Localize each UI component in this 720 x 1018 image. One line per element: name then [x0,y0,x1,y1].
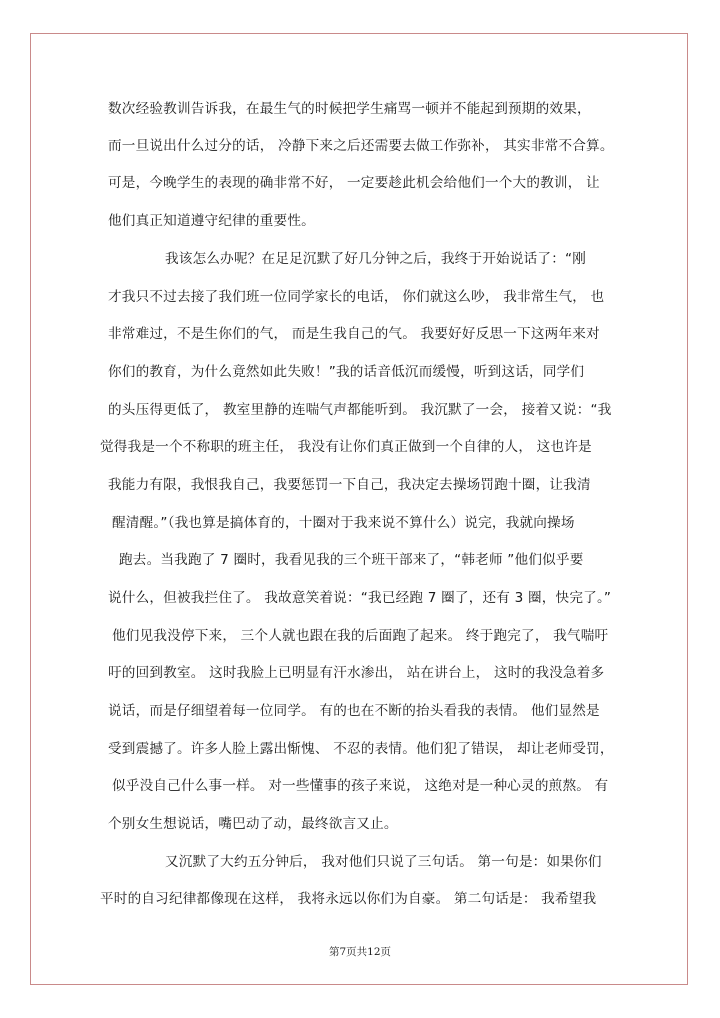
text-line: 觉得我是一个不称职的班主任， 我没有让你们真正做到一个自律的人， 这也许是 [100,439,592,455]
text-line: 又沉默了大约五分钟后， 我对他们只说了三句话。 第一句是：如果你们 [165,854,602,870]
text-line: 他们真正知道遵守纪律的重要性。 [108,213,315,229]
text-line: 可是，今晚学生的表现的确非常不好， 一定要趁此机会给他们一个大的教训， 让 [108,175,600,191]
text-line: 非常难过，不是生你们的气， 而是生我自己的气。 我要好好反思一下这两年来对 [108,326,600,342]
text-line: 我能力有限，我恨我自己，我要惩罚一下自己，我决定去操场罚跑十圈，让我清 [108,477,591,493]
text-line: 的头压得更低了， 教室里静的连喘气声都能听到。 我沉默了一会， 接着又说：“我 [108,402,612,418]
text-line: 似乎没自己什么事一样。 对一些懂事的孩子来说， 这绝对是一种心灵的煎熬。 有 [112,778,609,794]
text-line: 而一旦说出什么过分的话， 冷静下来之后还需要去做工作弥补， 其实非常不合算。 [108,138,614,154]
text-line: 才我只不过去接了我们班一位同学家长的电话， 你们就这么吵， 我非常生气， 也 [108,289,605,305]
text-line: 说话，而是仔细望着每一位同学。 有的也在不断的抬头看我的表情。 他们显然是 [108,703,600,719]
text-line: 我该怎么办呢？在足足沉默了好几分钟之后，我终于开始说话了：“刚 [165,251,587,267]
text-line: 跑去。当我跑了 7 圈时，我看见我的三个班干部来了，“韩老师 ”他们似乎要 [119,552,584,568]
text-line: 你们的教育，为什么竟然如此失败！”我的话音低沉而缓慢，听到这话，同学们 [108,364,585,380]
text-line: 吁的回到教室。 这时我脸上已明显有汗水渗出， 站在讲台上， 这时的我没急着多 [108,665,605,681]
text-line: 数次经验教训告诉我，在最生气的时候把学生痛骂一顿并不能起到预期的效果， [108,101,591,117]
text-line: 醒清醒。”（我也算是搞体育的，十圈对于我来说不算什么）说完，我就向操场 [112,515,575,531]
text-line: 他们见我没停下来， 三个人就也跟在我的后面跑了起来。 终于跑完了， 我气喘吁 [112,628,609,644]
text-line: 平时的自习纪律都像现在这样， 我将永远以你们为自豪。 第二句话是： 我希望我 [100,891,597,907]
text-line: 说什么，但被我拦住了。 我故意笑着说：“我已经跑 7 圈了，还有 3 圈，快完了。” [108,590,612,606]
text-line: 个别女生想说话，嘴巴动了动，最终欲言又止。 [108,816,398,832]
page-number: 第7页共12页 [328,946,392,958]
text-line: 受到震撼了。许多人脸上露出惭愧、 不忍的表情。他们犯了错误， 却让老师受罚， [108,741,614,757]
